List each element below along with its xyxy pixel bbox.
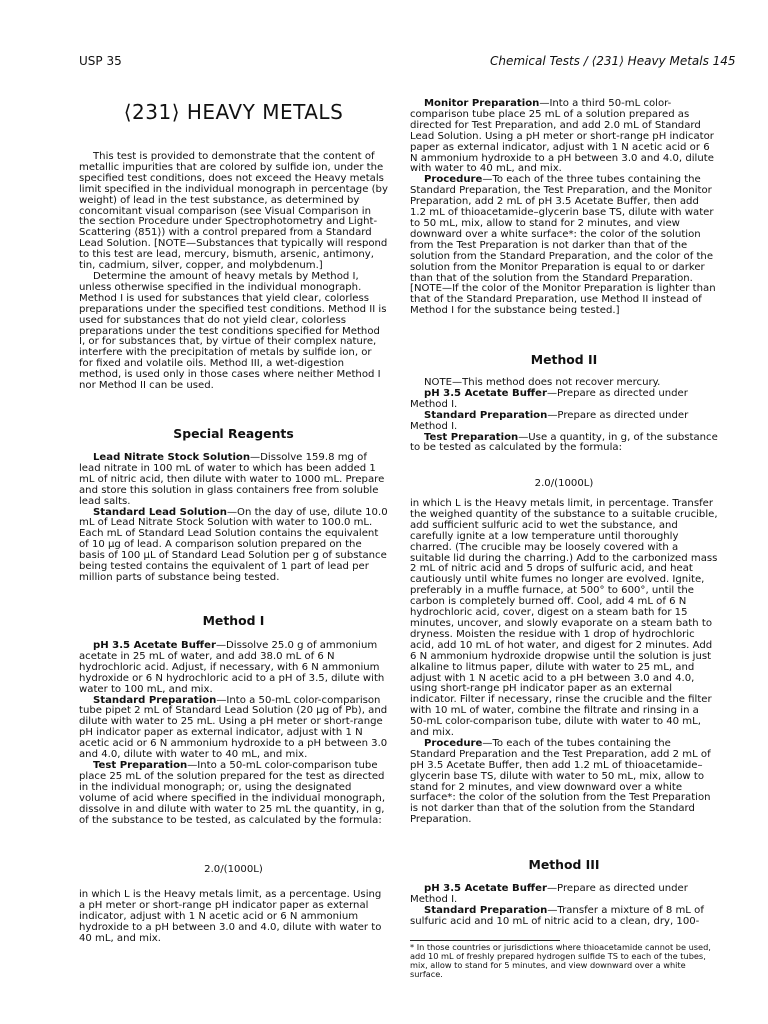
m2-standard-paragraph: Standard Preparation—Prepare as directed under Method I. bbox=[410, 409, 689, 432]
m2-buffer-paragraph: pH 3.5 Acetate Buffer—Prepare as directed under Method I. bbox=[410, 387, 688, 410]
heading-method-1: Method I bbox=[202, 613, 265, 628]
m2-procedure-paragraph: Procedure—To each of the tubes containing the Standard Preparation and the Test Preparation, add 2 mL of pH 3.5 Acetate Buffer, then add 1.2 mL of thioacetamide–glycerin base TS, dilute with water to 50 mL, mix, allow to stand for 2 minutes, and view downward over a white surface*: the color of the solution from the Test Preparation is not darker than that of the solution from the Standard Preparation. bbox=[410, 737, 711, 826]
footnote-rule bbox=[410, 940, 560, 941]
heading-method-3: Method III bbox=[528, 857, 600, 872]
monitor-paragraph: Monitor Preparation—Into a third 50-mL color-comparison tube place 25 mL of a solution prepared as directed for Test Preparation, and add 2.0 mL of Standard Lead Solution. Using a pH meter or short-range pH indicator paper as external indicator, adjust with 1 N acetic acid or 6 N ammonium hydroxide to a pH between 3.0 and 4.0, dilute with water to 40 mL, and mix. bbox=[410, 98, 714, 175]
intro-section bbox=[79, 152, 388, 392]
lead-nitrate-paragraph: Lead Nitrate Stock Solution—Dissolve 159.8 mg of lead nitrate in 100 mL of water to which has been added 1 mL of nitric acid, then dilute with water to 1000 mL. Prepare and store this solution in glass containers free from soluble lead salts. bbox=[79, 452, 385, 507]
special-reagents-section bbox=[79, 453, 388, 584]
standard-lead-paragraph: Standard Lead Solution—On the day of use, dilute 10.0 mL of Lead Nitrate Stock Solution with water to 100.0 mL. Each mL of Standard Lead Solution contains the equivalent of 10 µg of lead. A comparison solution prepared on the basis of 100 µL of Standard Lead Solution per g of substance being tested contains the equivalent of 1 part of lead per million parts of substance being tested. bbox=[79, 506, 388, 583]
m3-buffer-paragraph: pH 3.5 Acetate Buffer—Prepare as directed under Method I. bbox=[410, 883, 688, 905]
method-1-section bbox=[79, 641, 388, 826]
lead-nitrate-label: Lead Nitrate Stock Solution bbox=[93, 452, 251, 463]
formula-method-1: 2.0/(1000L) bbox=[204, 864, 263, 875]
formula-method-2: 2.0/(1000L) bbox=[534, 478, 594, 489]
procedure-paragraph: Procedure—To each of the three tubes containing the Standard Preparation, the Test Preparation, and the Monitor Preparation, add 2 mL of pH 3.5 Acetate Buffer, then add 1.2 mL of thioacetamide–glycerin base TS, dilute with water to 50 mL, mix, allow to stand for 2 minutes, and view downward over a white surface*: the color of the solution from the Test Preparation is not darker than that of the solution from the Standard Preparation, and the color of the solution from the Monitor Preparation is equal to or darker than that of the solution from the Standard Preparation. [NOTE—If the color of the Monitor Preparation is lighter than that of the Standard Preparation, use Method II instead of Method I for the substance being tested.] bbox=[410, 174, 716, 317]
method-3-section bbox=[410, 884, 718, 928]
m1-standard-paragraph: Standard Preparation—Into a 50-mL color-comparison tube pipet 2 mL of Standard Lead Solution (20 µg of Pb), and dilute with water to 25 mL. Using a pH meter or short-range pH indicator paper as external indicator, adjust with 1 N acetic acid or 6 N ammonium hydroxide to a pH between 3.0 and 4.0, dilute with water to 40 mL, and mix. bbox=[79, 694, 388, 761]
intro-paragraph-2: Determine the amount of heavy metals by Method I, unless otherwise specified in the individual monograph. Method I is used for substances that yield clear, colorless preparations under the specified test conditions. Method II is used for substances that do not yield clear, colorless preparations under the test conditions specified for Method I, or for substances that, by virtue of their complex nature, interfere with the precipitation of metals by sulfide ion, or for fixed and volatile oils. Method III, a wet-digestion method, is used only in those cases where neither Method I nor Method II can be used. bbox=[79, 270, 387, 392]
m1-after-formula: in which L is the Heavy metals limit, as a percentage. Using a pH meter or short-range pH indicator paper as external indicator, adjust with 1 N acetic acid or 6 N ammonium hydroxide to a pH between 3.0 and 4.0, dilute with water to 40 mL, and mix. bbox=[79, 889, 382, 944]
running-header-right: Chemical Tests / ⟨231⟩ Heavy Metals 145 bbox=[490, 54, 736, 68]
m2-test-paragraph: Test Preparation—Use a quantity, in g, of the substance to be tested as calculated by the formula: bbox=[410, 431, 718, 454]
standard-lead-label: Standard Lead Solution bbox=[93, 506, 227, 518]
m3-standard-paragraph: Standard Preparation—Transfer a mixture of 8 mL of sulfuric acid and 10 mL of nitric acid to a clean, dry, 100- bbox=[410, 904, 704, 927]
m2-after-formula: in which L is the Heavy metals limit, in percentage. Transfer the weighed quantity of the substance to a suitable crucible, add sufficient sulfuric acid to wet the substance, and carefully ignite at a low temperature until thoroughly charred. (The crucible may be loosely covered with a suitable lid during the charring.) Add to the carbonized mass 2 mL of nitric acid and 5 drops of sulfuric acid, and heat cautiously until white fumes no longer are evolved. Ignite, preferably in a muffle furnace, at 500° to 600°, until the carbon is completely burned off. Cool, add 4 mL of 6 N hydrochloric acid, cover, digest on a steam bath for 15 minutes, uncover, and slowly evaporate on a steam bath to dryness. Moisten the residue with 1 drop of hydrochloric acid, add 10 mL of hot water, and digest for 2 minutes. Add 6 N ammonium hydroxide dropwise until the solution is just alkaline to litmus paper, dilute with water to 25 mL, and adjust with 1 N acetic acid to a pH between 3.0 and 4.0, using short-range pH indicator paper as an external indicator. Filter if necessary, rinse the crucible and the filter with 10 mL of water, combine the filtrate and rinsing in a 50-mL color-comparison tube, dilute with water to 40 mL, and mix. Procedure—To each of the tubes containing the Standard Preparation and the Test Preparation, add 2 mL of pH 3.5 Acetate Buffer, then add 1.2 mL of thioacetamide–glycerin base TS, dilute with water to 50 mL, mix, allow to stand for 2 minutes, and view downward over a white surface*: the color of the solution from the Test Preparation is not darker than that of the solution from the Standard Preparation. bbox=[410, 498, 718, 826]
m1-test-paragraph: Test Preparation—Into a 50-mL color-comparison tube place 25 mL of the solution prepared for the test as directed in the individual monograph; or, using the designated volume of acid where specified in the individual monograph, dissolve in and dilute with water to 25 mL the quantity, in g, of the substance to be tested, as calculated by the formula: bbox=[79, 759, 386, 826]
m1-buffer-paragraph: pH 3.5 Acetate Buffer—Dissolve 25.0 g of ammonium acetate in 25 mL of water, and add 38.0 mL of 6 N hydrochloric acid. Adjust, if necessary, with 6 N ammonium hydroxide or 6 N hydrochloric acid to a pH of 3.5, dilute with water to 100 mL, and mix. bbox=[79, 640, 385, 695]
chapter-title: ⟨231⟩ HEAVY METALS bbox=[123, 100, 344, 124]
heading-special-reagents: Special Reagents bbox=[173, 426, 294, 441]
heading-method-2: Method II bbox=[530, 352, 598, 367]
footnote: * In those countries or jurisdictions where thioacetamide cannot be used, add 10 mL of freshly prepared hydrogen sulfide TS to each of the tubes, mix, allow to stand for 5 minutes, and view downward over a white surface. bbox=[410, 942, 711, 979]
m2-note: NOTE—This method does not recover mercury. bbox=[424, 377, 661, 388]
intro-paragraph-1: This test is provided to demonstrate that the content of metallic impurities that are colored by sulfide ion, under the specified test conditions, does not exceed the Heavy metals limit specified in the individual monograph in percentage (by weight) of lead in the test substance, as determined by concomitant visual comparison (see Visual Comparison in the section Procedure under Spectrophotometry and Light-Scattering ⟨851⟩) with a control prepared from a Standard Lead Solution. [NOTE—Substances that typically will respond to this test are lead, mercury, bismuth, arsenic, antimony, tin, cadmium, silver, copper, and molybdenum.] bbox=[79, 151, 388, 272]
running-header-left: USP 35 bbox=[79, 54, 122, 68]
right-top-section bbox=[410, 99, 718, 317]
method-2-section bbox=[410, 378, 718, 454]
